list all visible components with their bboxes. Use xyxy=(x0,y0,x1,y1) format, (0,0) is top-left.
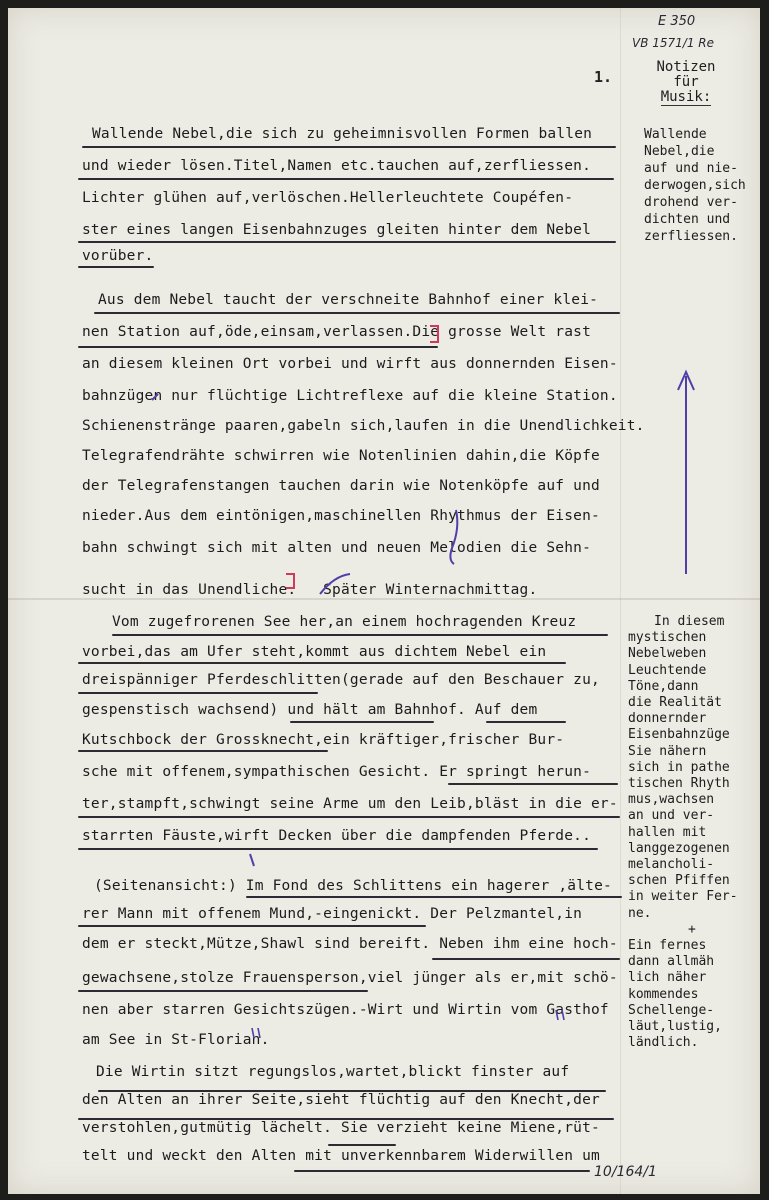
note-line: derwogen,sich xyxy=(644,178,746,193)
note-line: tischen Rhyth xyxy=(628,776,730,792)
note-line: die Realität xyxy=(628,695,722,711)
text-line: (Seitenansicht:) Im Fond des Schlittens ein hagerer ,älte- xyxy=(94,878,612,894)
blue-quote-mark xyxy=(556,1010,564,1020)
text-line: starrten Fäuste,wirft Decken über die dampfenden Pferde.. xyxy=(82,828,591,844)
note-line: sich in pathe xyxy=(628,759,730,775)
text-line: verstohlen,gutmütig lächelt. Sie verzieht keine Miene,rüt- xyxy=(82,1120,600,1136)
note-line: melancholi- xyxy=(628,857,715,873)
blue-pen-stroke xyxy=(250,854,254,866)
note-line: Ein fernes xyxy=(628,938,707,954)
document-sheet xyxy=(8,8,760,1194)
note-line: langgezogenen xyxy=(628,840,730,856)
notes-heading-line: Musik: xyxy=(660,89,712,105)
text-line: nen Station auf,öde,einsam,verlassen.Die grosse Welt rast xyxy=(82,324,591,340)
archive-signature: E 350 xyxy=(658,14,696,29)
text-line: vorbei,das am Ufer steht,kommt aus dichtem Nebel ein xyxy=(82,644,547,660)
page-number: 1. xyxy=(594,68,613,86)
text-line: bahn schwingt sich mit alten und neuen Melodien die Sehn- xyxy=(82,540,591,556)
text-line: Aus dem Nebel taucht der verschneite Bahnhof einer klei- xyxy=(98,292,599,308)
text-line: dreispänniger Pferdeschlitten(gerade auf den Beschauer zu, xyxy=(82,672,600,688)
notes-heading-line: für xyxy=(673,74,699,90)
text-line: Wallende Nebel,die sich zu geheimnisvollen Formen ballen xyxy=(92,126,593,142)
text-line: der Telegrafenstangen tauchen darin wie Notenköpfe auf und xyxy=(82,478,600,494)
text-line: nen aber starren Gesichtszügen.-Wirt und Wirtin vom Gasthof xyxy=(82,1002,609,1018)
note-line: Wallende xyxy=(644,127,707,142)
blue-pen-stroke xyxy=(450,510,457,564)
blue-quote-mark xyxy=(252,1028,260,1038)
note-line: mus,wachsen xyxy=(628,792,715,808)
note-line: donnernder xyxy=(628,711,707,727)
note-line: ne. xyxy=(628,905,652,921)
note-line: Töne,dann xyxy=(628,678,699,694)
pen-annotations xyxy=(8,8,760,1194)
text-line: gewachsene,stolze Frauensperson,viel jünger als er,mit schö- xyxy=(82,970,618,986)
note-line: + xyxy=(688,921,696,937)
text-line: telt und weckt den Alten mit unverkennbarem Widerwillen um xyxy=(82,1148,600,1164)
note-line: an und ver- xyxy=(628,808,715,824)
note-line: zerfliessen. xyxy=(644,229,738,244)
note-line: läut,lustig, xyxy=(628,1019,722,1035)
note-line: Eisenbahnzüge xyxy=(628,727,730,743)
red-bracket-mark xyxy=(286,574,294,588)
text-line: Kutschbock der Grossknecht,ein kräftiger,frischer Bur- xyxy=(82,732,565,748)
text-line: ster eines langen Eisenbahnzuges gleiten hinter dem Nebel xyxy=(82,222,591,238)
text-line: Telegrafendrähte schwirren wie Notenlinien dahin,die Köpfe xyxy=(82,448,600,464)
text-line: an diesem kleinen Ort vorbei und wirft aus donnernden Eisen- xyxy=(82,356,618,372)
text-line: Vom zugefrorenen See her,an einem hochragenden Kreuz xyxy=(112,614,577,630)
note-line: auf und nie- xyxy=(644,161,738,176)
text-line: Schienenstränge paaren,gabeln sich,laufen in die Unendlichkeit. xyxy=(82,418,645,434)
note-line: lich näher xyxy=(628,970,707,986)
note-line: Nebelweben xyxy=(628,646,707,662)
text-line: vorüber. xyxy=(82,248,154,264)
text-line: sucht in das Unendliche. Später Winternachmittag. xyxy=(82,582,538,598)
folio-number: 10/164/1 xyxy=(594,1164,657,1180)
text-line: Lichter glühen auf,verlöschen.Hellerleuchtete Coupéfen- xyxy=(82,190,574,206)
note-line: drohend ver- xyxy=(644,195,738,210)
text-line: nieder.Aus dem eintönigen,maschinellen Rhythmus der Eisen- xyxy=(82,508,600,524)
text-line: und wieder lösen.Titel,Namen etc.tauchen auf,zerfliessen. xyxy=(82,158,591,174)
text-line: bahnzügen nur flüchtige Lichtreflexe auf die kleine Station. xyxy=(82,388,618,404)
note-line: dann allmäh xyxy=(628,954,715,970)
note-line: Schellenge- xyxy=(628,1002,715,1018)
notes-heading-line: Notizen xyxy=(656,59,716,75)
blue-pen-stroke xyxy=(320,574,350,594)
note-line: mystischen xyxy=(628,630,707,646)
text-line: Die Wirtin sitzt regungslos,wartet,blickt finster auf xyxy=(96,1064,570,1080)
text-line: rer Mann mit offenem Mund,-eingenickt. Der Pelzmantel,in xyxy=(82,906,583,922)
note-line: In diesem xyxy=(654,614,725,629)
note-line: in weiter Fer- xyxy=(628,889,738,905)
text-line: sche mit offenem,sympathischen Gesicht. Er springt herun- xyxy=(82,764,591,780)
note-line: ländlich. xyxy=(628,1035,699,1051)
note-line: dichten und xyxy=(644,212,731,227)
text-line: den Alten an ihrer Seite,sieht flüchtig auf den Knecht,der xyxy=(82,1092,600,1108)
note-line: Nebel,die xyxy=(644,144,715,159)
blue-pen-stroke xyxy=(152,394,158,400)
note-line: schen Pfiffen xyxy=(628,873,730,889)
note-line: hallen mit xyxy=(628,824,707,840)
archive-signature-2: VB 1571/1 Re xyxy=(632,36,715,50)
note-line: Leuchtende xyxy=(628,662,707,678)
text-line: am See in St-Florian. xyxy=(82,1032,270,1048)
note-line: kommendes xyxy=(628,986,699,1002)
red-bracket-mark xyxy=(430,326,438,342)
note-line: Sie nähern xyxy=(628,743,707,759)
text-line: gespenstisch wachsend) und hält am Bahnhof. Auf dem xyxy=(82,702,538,718)
text-line: dem er steckt,Mütze,Shawl sind bereift. Neben ihm eine hoch- xyxy=(82,936,618,952)
text-line: ter,stampft,schwingt seine Arme um den Leib,bläst in die er- xyxy=(82,796,618,812)
